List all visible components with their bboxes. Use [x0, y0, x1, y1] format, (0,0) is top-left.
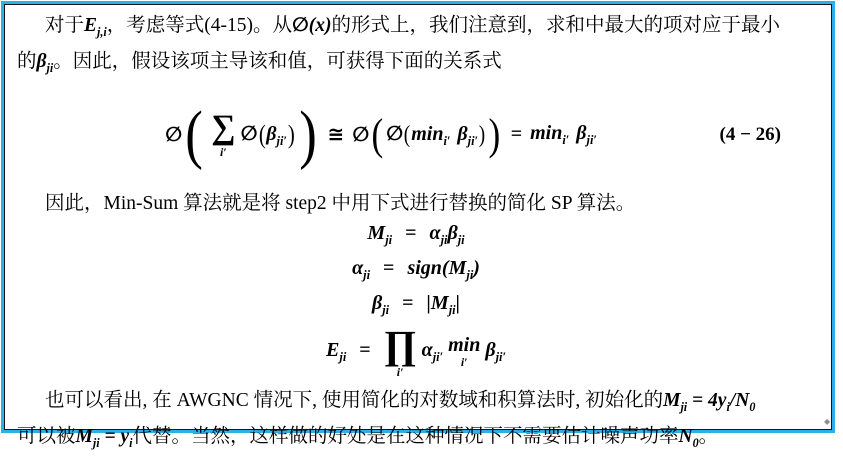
paragraph-2 [17, 189, 815, 219]
math-subscript: ji′ [586, 132, 597, 147]
math-subscript: i [726, 399, 730, 414]
paragraph-1-line-1 [17, 11, 815, 47]
abs-bar: | [426, 291, 431, 314]
math-subscript: i [129, 435, 133, 450]
math-subscript: ji [385, 232, 393, 247]
math-var: α [421, 338, 433, 361]
text-run: 因此，Min-Sum 算法就是将 step2 中用下式进行替换的简化 SP 算法。 [45, 192, 636, 214]
math-subscript: 0 [749, 399, 756, 414]
big-paren-open: ( [185, 97, 203, 171]
paren-close: ) [488, 110, 501, 160]
equals-sign: = [405, 221, 417, 244]
paren-close: ) [473, 256, 480, 279]
math-var: y [717, 389, 727, 411]
inner-term [386, 121, 486, 149]
math-subscript: ji′ [467, 133, 479, 148]
equals-sign: = [510, 123, 523, 146]
math-var: E [326, 338, 340, 361]
min-glyph: min [448, 334, 481, 357]
paragraph-3 [17, 386, 815, 458]
equals-sign: = [383, 256, 395, 279]
min-operator [448, 335, 480, 368]
divide-slash: / [729, 389, 736, 411]
sign-function: sign [407, 256, 442, 279]
text-run: 代替。当然，这样做的好处是在这种情况下不需要估计噪声功率 [132, 425, 679, 447]
math-var: M [663, 389, 681, 411]
math-var: α [429, 221, 441, 244]
min-operator: min [411, 122, 444, 145]
equation-number: (4 − 26) [719, 123, 781, 145]
paren-open: ( [371, 110, 384, 160]
math-operator: = [99, 425, 121, 447]
congruent-symbol: ≅ [327, 124, 345, 147]
math-subscript: 0 [692, 435, 699, 450]
product-limit: i′ [396, 365, 404, 380]
equation-body [17, 85, 745, 185]
text-run: 。 [698, 425, 719, 447]
paren-open: ( [258, 119, 266, 149]
paren-close: ) [478, 121, 486, 148]
paren-close: ) [287, 119, 295, 149]
min-operator: min [530, 121, 563, 144]
math-operator: = 4 [687, 389, 718, 411]
text-run: 的 [17, 50, 37, 72]
math-var: M [367, 221, 386, 244]
phi-symbol: ∅ [352, 124, 370, 147]
math-var: β [36, 50, 47, 72]
math-subscript: j,i [97, 24, 107, 39]
formula-alpha [17, 254, 815, 289]
math-subscript: ji [363, 267, 371, 282]
text-run: 的形式上，我们注意到，求和中最大的项对应于最小 [331, 15, 780, 36]
document-frame [1, 1, 835, 450]
math-var: M [448, 256, 467, 279]
paragraph-3-line-2 [17, 422, 815, 458]
text-run: 对于 [45, 15, 85, 36]
math-subscript: ji [448, 302, 456, 317]
inner-term [240, 121, 295, 149]
alpha-term [422, 339, 443, 365]
math-subscript: ji [382, 302, 390, 317]
paragraph-3-line-1 [17, 386, 815, 422]
sum-limit: i′ [219, 145, 227, 160]
lhs-term [326, 339, 379, 365]
equals-sign: = [359, 338, 371, 361]
math-subscript: ji′ [276, 133, 287, 148]
paren-open: ( [404, 121, 411, 148]
math-subscript: i′ [443, 133, 451, 148]
phi-symbol: ∅ [165, 124, 183, 147]
equation-4-26 [17, 85, 815, 185]
abs-bar: | [455, 291, 461, 314]
math-var: β [485, 338, 496, 361]
formula-E [17, 324, 815, 380]
math-var: β [576, 121, 587, 144]
math-var: N [678, 425, 693, 447]
paren-open: ( [441, 256, 449, 279]
math-var: N [735, 389, 750, 411]
phi-function: ∅(x) [292, 15, 332, 36]
phi-symbol: ∅ [386, 122, 404, 145]
math-var: E [84, 15, 98, 36]
math-subscript: ji′ [432, 349, 444, 364]
math-var: α [352, 256, 364, 279]
math-subscript: ji [680, 399, 688, 414]
sum-operator [211, 111, 235, 158]
math-subscript: ji [457, 232, 465, 247]
math-subscript: ji [92, 435, 100, 450]
anchor-mark: ◆ [824, 417, 831, 426]
phi-symbol: ∅ [240, 122, 258, 145]
document-content [4, 4, 832, 450]
math-var: β [457, 122, 468, 145]
product-operator [383, 322, 417, 380]
text-run: 也可以看出, 在 AWGNC 情况下, 使用简化的对数域和积算法时, 初始化的 [45, 389, 664, 411]
sum-glyph: ∑ [211, 109, 236, 147]
math-var: y [120, 425, 130, 447]
equals-sign: = [402, 291, 414, 314]
math-var: β [371, 291, 383, 314]
text-run: ，考虑等式(4-15)。从 [106, 15, 292, 36]
math-var: M [75, 425, 93, 447]
math-subscript: ji′ [495, 349, 506, 364]
rhs-term [530, 122, 597, 148]
formula-beta [17, 289, 815, 324]
math-var: β [266, 122, 277, 145]
paragraph-1-line-2 [17, 47, 815, 83]
math-var: β [447, 221, 458, 244]
min-limit: i′ [460, 355, 468, 370]
product-glyph: ∏ [383, 322, 417, 368]
formula-M [17, 219, 815, 254]
big-paren-close: ) [298, 97, 317, 171]
math-subscript: i′ [562, 132, 570, 147]
math-subscript: ji [440, 232, 448, 247]
text-run: 可以被 [17, 425, 76, 447]
math-subscript: ji [466, 267, 474, 282]
math-subscript: ji [46, 60, 54, 75]
beta-term [485, 339, 506, 365]
math-subscript: ji [339, 349, 347, 364]
text-run: 。因此，假设该项主导该和值，可获得下面的关系式 [53, 50, 502, 72]
math-var: M [430, 291, 449, 314]
